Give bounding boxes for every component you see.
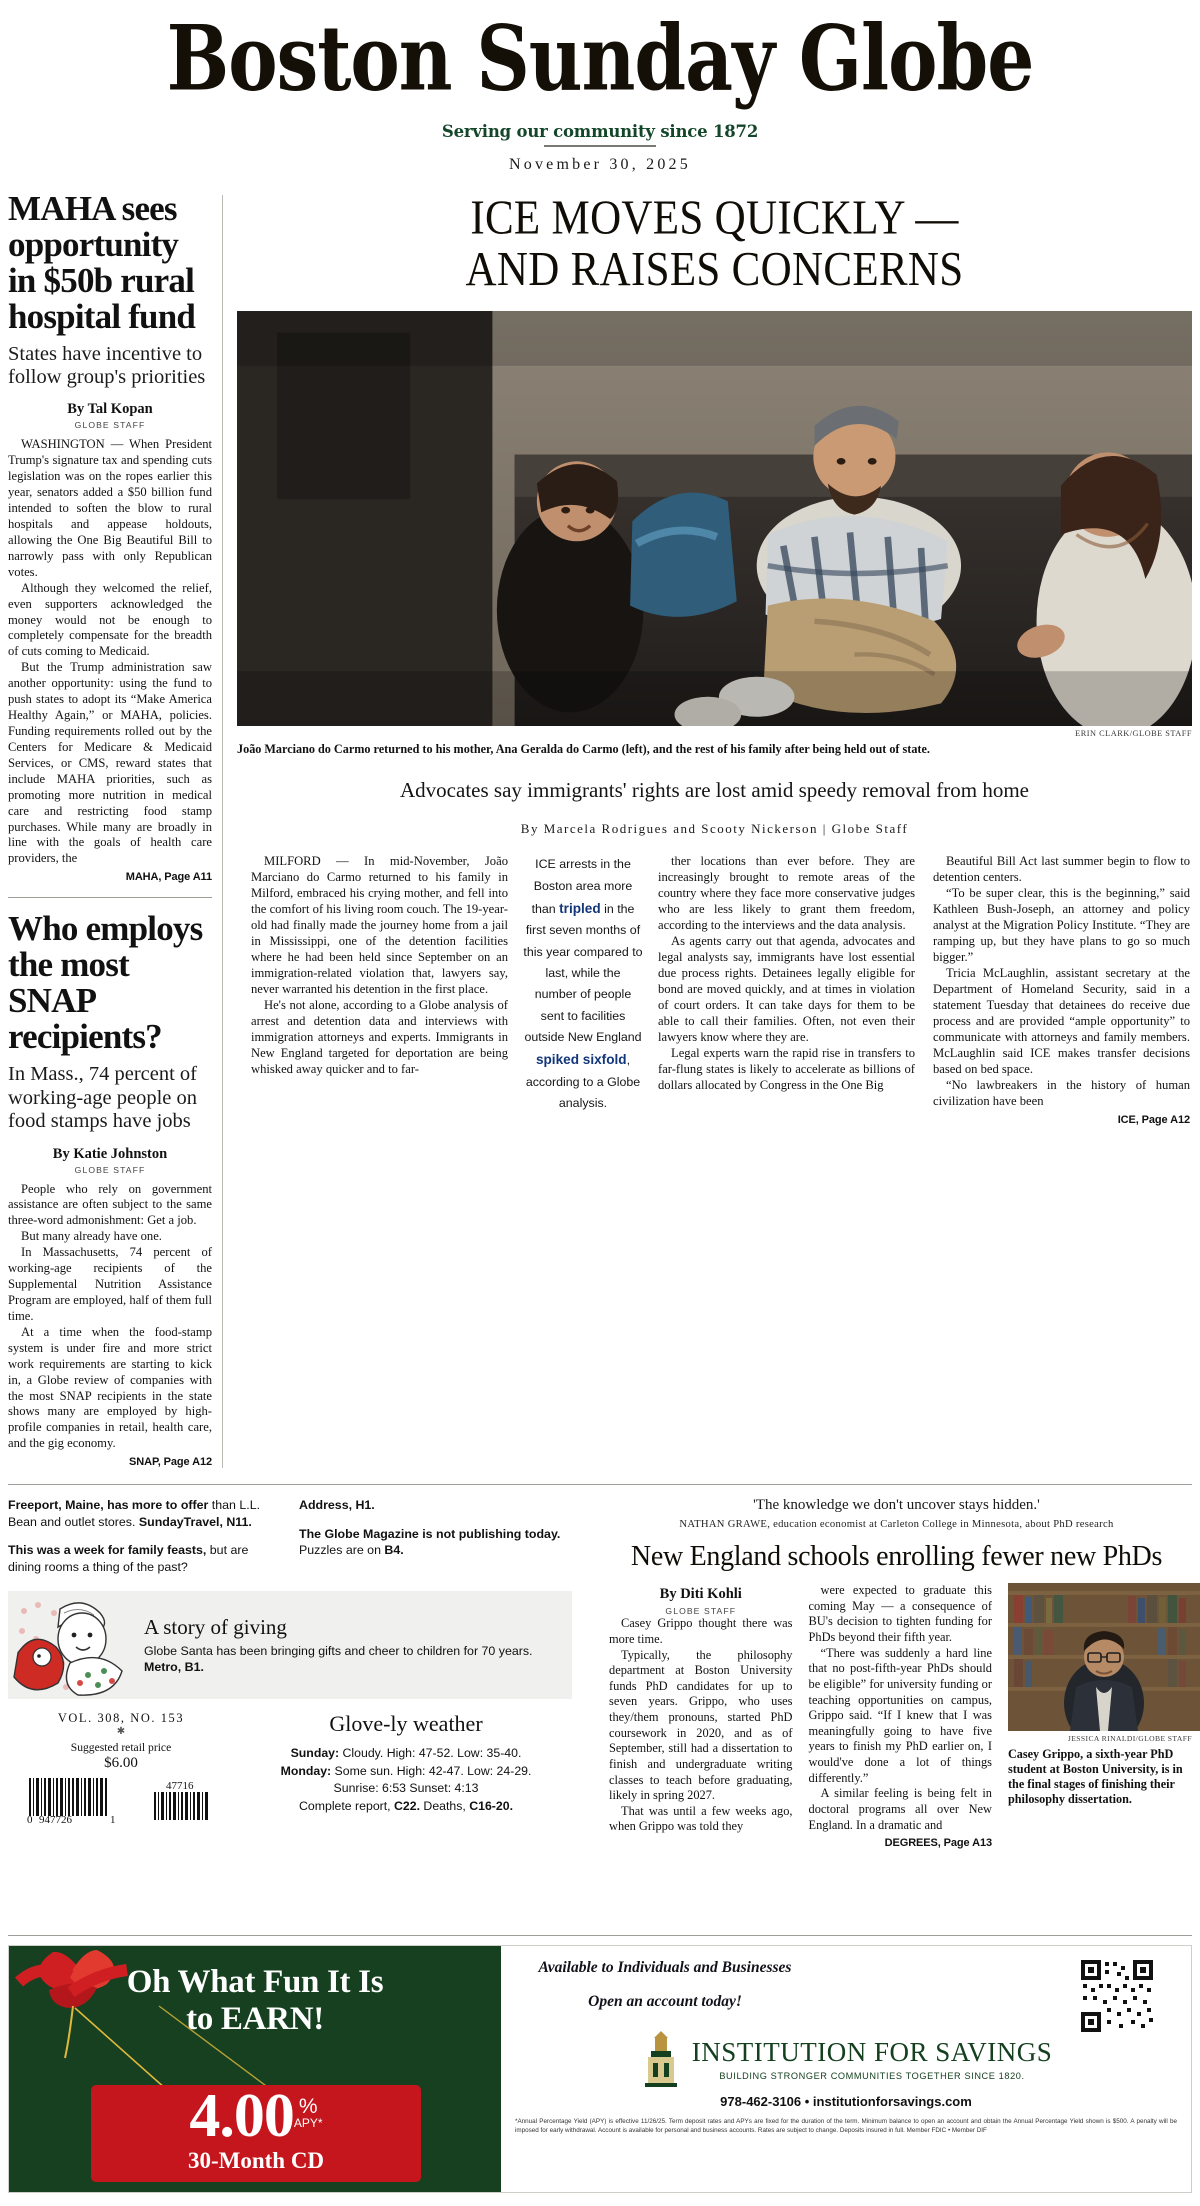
santa-title: A story of giving [144,1614,287,1639]
teaser-feasts-bold: This was a week for family feasts, [8,1543,207,1558]
left-column [8,188,222,1469]
top-content-grid [0,188,1200,1469]
ice-c1-p1: MILFORD — In mid-November, João Marciano do Carmo returned to his family in Milford, embraced his crying mother, and fell into the comfort of his living room couch. The 19-year-old had finally made the journey home from a jail in Mississippi, one of the detention facilities where he had been held since September on an immigration-related violation that, lawyers say, never warranted his detention in the first place. [251,854,508,997]
ad-body[interactable] [8,1945,1192,2193]
ad-disclaimer: *Annual Percentage Yield (APY) is effective 11/26/25. Term deposit rates and APYs are fixed for the duration of the term. Minimum balance to open an account and obtain the Annual Percentage Yield shown is $500. A penalty will be imposed for early withdrawal. Account is available for personal and business accounts. Rates are subject to change. Deposits insured in full. Member FDIC • Member DIF [515,2118,1177,2135]
retail-price-label: Suggested retail price [70,1741,172,1755]
maha-subhead: States have incentive to follow group's priorities [8,342,206,389]
phd-p4: were expected to graduate this coming May — a consequence of BU's decision to tighten funding for PhDs beyond their fifth year. [808,1583,992,1645]
barcode [8,1778,234,1824]
maha-jump-link[interactable]: MAHA, Page A11 [125,871,212,884]
ad-bank-tagline: BUILDING STRONGER COMMUNITIES TOGETHER SINCE 1820. [719,2071,1025,2082]
ad-rate-badge [91,2082,421,2182]
ad-open-account: Open an account today! [588,1993,742,2011]
ice-column-3 [649,854,924,1128]
ice-c4-p2: “To be super clear, this is the beginning,” said Kathleen Bush-Joseph, an attorney and policy analyst at the Migration Policy Institute. “They are ramping up, but they have plans to go so much bigger.” [933,886,1190,965]
weather-sunday-value: Cloudy. High: 47-52. Low: 35-40. [339,1746,522,1761]
weather-monday-value: Some sun. High: 42-47. Low: 24-29. [331,1763,532,1778]
phd-p3: That was until a few weeks ago, when Grippo was told they [609,1803,793,1834]
weather-monday-label: Monday: [280,1763,332,1778]
maha-body [8,437,212,867]
svg-text:1: 1 [109,1814,115,1825]
phd-body-grid [601,1583,1192,1851]
ice-pullquote [517,854,649,1128]
weather-monday [240,1763,572,1780]
teaser-travel-rest: than L.L. Bean and outlet stores. [8,1498,261,1529]
ice-byline: By Marcela Rodrigues and Scooty Nickerson | Globe Staff [520,821,909,837]
snap-subhead: In Mass., 74 percent of working-age people on food stamps have jobs [8,1063,198,1133]
santa-ref: Metro, B1. [144,1660,204,1675]
left-column-divider [8,897,212,898]
snap-jump-link[interactable]: SNAP, Page A12 [129,1456,212,1469]
volume-box [8,1711,234,1824]
svg-text:947726: 947726 [38,1814,72,1825]
lead-photo-credit: ERIN CLARK/GLOBE STAFF [1075,729,1192,739]
snap-byline-org: GLOBE STAFF [74,1164,146,1175]
ad-right-panel [501,1946,1191,2192]
phd-jump-link[interactable]: DEGREES, Page A13 [884,1837,992,1850]
ice-c4-p3: Tricia McLaughlin, assistant secretary at the Department of Homeland Security, said in a statement Tuesday that detainees do receive due process and are provided “ample opportunity” to communicate with attorneys and family members. McLaughlin said ICE makes transfer decisions based on bed space. [933,966,1190,1077]
weather-sunday-label: Sunday: [290,1746,340,1761]
svg-text:47716: 47716 [165,1780,193,1793]
deaths-page[interactable]: C16-20. [469,1798,513,1813]
phd-column-2 [801,1583,1001,1851]
story-maha[interactable] [8,188,212,884]
ad-apy-block [293,2095,323,2131]
teaser-travel[interactable] [8,1497,281,1530]
ad-headline [9,1964,501,2038]
teaser-column-1 [8,1497,281,1587]
weather-sun-times: Sunrise: 6:53 Sunset: 4:13 [333,1781,479,1796]
volume-star: ✱ [116,1726,126,1738]
phd-photo-block [1000,1583,1192,1851]
lead-photo-caption: João Marciano do Carmo returned to his mother, Ana Geralda do Carmo (left), and the rest of his family after being held out of state. [237,742,930,757]
lead-photo [237,311,1192,726]
teaser-magazine-rest: Puzzles are on [299,1543,385,1558]
ad-divider [8,1935,1192,1936]
weather-report-page[interactable]: C22. [394,1798,421,1813]
phd-p1: Casey Grippo thought there was more time. [609,1616,793,1646]
advertisement[interactable] [8,1935,1192,2193]
snap-p4: At a time when the food-stamp system is under fire and more strict work requirements are starting to kick in, a Globe review of companies with the most SNAP recipients in the state shows many are employed by high-profile companies in retail, health care, and the gig economy. [8,1324,212,1451]
ad-availability: Available to Individuals and Businesses [538,1959,792,1976]
ice-c3-p3: Legal experts warn the rapid rise in transfers to far-flung states is likely to accelerate as billions of dollars allocated by Congress in the One Big [658,1046,915,1093]
ad-left-panel [9,1946,501,2192]
ice-body-columns [237,854,1192,1128]
ice-c1-p2: He's not alone, according to a Globe analysis of arrest and detention data and interviews with immigration attorneys and experts. Immigrants in New England targeted for deportation are being whisked away quicker and to far- [251,998,508,1077]
masthead-tagline: Serving our community since 1872 [441,122,759,141]
teaser-column-2 [299,1497,572,1587]
phd-pullquote: 'The knowledge we don't uncover stays hidden.' [753,1497,1040,1514]
ice-column-1 [237,854,517,1128]
phd-photo-credit: JESSICA RINALDI/GLOBE STAFF [1067,1734,1192,1744]
masthead-divider [544,145,656,147]
maha-p3: But the Trump administration saw another opportunity: using the fund to push states to adopt its “Make America Healthy Again,” or MAHA, policies. Funding requirements rolled out by the Centers for Medicare & Medicaid Services, or CMS, reward states that include MAHA priorities, such as promoting more nutrition in medical care and restricting food stamp purchases. While many are broadly in line with the goals of health care providers, the [8,660,212,866]
maha-headline: MAHA sees opportunity in $50b rural hospital fund [8,188,196,336]
ice-headline-line1: ICE MOVES QUICKLY — [470,191,959,245]
ad-term: 30-Month CD [187,2148,325,2173]
ad-rate-value: 4.00 [189,2082,294,2151]
teaser-feasts-rest: but are dining rooms a thing of the past? [8,1543,249,1574]
maha-byline-org: GLOBE STAFF [74,420,146,431]
ice-headline-line2: AND RAISES CONCERNS [465,243,964,297]
story-snap[interactable] [8,911,212,1468]
ad-apy-label: APY* [293,2116,323,2131]
pullquote-emphasis-2: spiked sixfold [535,1052,627,1068]
ad-headline-line1: Oh What Fun It Is [126,1964,384,2000]
phd-p6: A similar feeling is being felt in doctoral programs all over New England. In a dramatic and [808,1786,992,1832]
santa-illustration [8,1591,138,1699]
santa-text [138,1615,560,1676]
ice-c3-p1: ther locations than ever before. They are increasingly brought to remote areas of the country where they face more conservative judges who are less likely to grant them freedom, according to the interviews and the data analysis. [658,854,915,933]
snap-headline: Who employs the most SNAP recipients? [8,909,203,1057]
ad-rate-block [91,2082,421,2182]
teaser-row [8,1497,572,1587]
pullquote-post: , according to a Globe analysis. [525,1053,641,1111]
issue-date: November 30, 2025 [509,155,691,173]
qr-code[interactable] [1079,1958,1155,2034]
volume-number: VOL. 308, NO. 153 [57,1711,185,1726]
ad-percent-sign: % [298,2095,318,2119]
weather-report-refs [240,1798,572,1815]
teaser-magazine-bold: The Globe Magazine is not publishing today. [299,1526,561,1541]
masthead [0,0,1200,174]
nameplate: Boston Sunday Globe [166,6,1034,112]
weather-sunday [240,1745,572,1762]
ad-headline-line2: to EARN! [186,2000,324,2037]
santa-body [144,1643,560,1676]
teaser-magazine[interactable] [299,1526,572,1559]
pullquote-pre: ICE arrests in the Boston area more than [531,857,633,917]
weather-box [234,1711,572,1824]
ice-c4-p4: “No lawbreakers in the history of human civilization have been [933,1078,1190,1109]
phd-byline: By Diti Kohli [659,1586,742,1603]
maha-byline: By Tal Kopan [67,401,153,418]
phd-quote-attribution: NATHAN GRAWE, education economist at Carleton College in Minnesota, about PhD research [679,1519,1114,1531]
ad-bank-identity [515,2031,1177,2087]
svg-text:0: 0 [26,1814,32,1825]
ice-c4-p1: Beautiful Bill Act last summer begin to flow to detention centers. [933,854,1190,885]
phd-column-1 [601,1583,801,1851]
main-column [223,191,1192,1469]
snap-p1: People who rely on government assistance are often subject to the same three-word admonishment: Get a job. [8,1181,212,1228]
teaser-travel-bold: Freeport, Maine, has more to offer [8,1498,209,1513]
teaser-magazine-ref: B4. [384,1543,404,1558]
ice-c3-p2: As agents carry out that agenda, advocates and legal analysts say, immigrants have lost essential due process rights. Detainees legally eligible for bond are moved quickly, and at times in violation of court orders. It can take days for them to be able to call their families. Often, not even their lawyers know where they are. [658,934,915,1045]
weather-title: Glove-ly weather [329,1711,483,1737]
volume-weather-row [8,1711,572,1824]
ad-bank-name: INSTITUTION FOR SAVINGS [691,2037,1053,2068]
maha-p2: Although they welcomed the relief, even supporters acknowledged the money would not be enough to completely compensate for the breadth of cuts coming to Medicaid. [8,580,212,659]
santa-description: Globe Santa has been bringing gifts and cheer to children for 70 years. [144,1643,533,1658]
ice-deck: Advocates say immigrants' rights are lost amid speedy removal from home [400,778,1029,803]
teaser-address-ref: Address, H1. [299,1498,375,1513]
bank-tower-icon [640,2031,682,2087]
pullquote-mid: in the first seven months of this year compared to last, while the number of people sent to facilities outside New England [523,902,643,1045]
ice-column-4 [924,854,1192,1128]
weather-report-mid: Deaths, [420,1798,470,1813]
ice-headline [237,193,1192,297]
phd-headline: New England schools enrolling fewer new PhDs [630,1541,1163,1573]
globe-santa-promo[interactable] [8,1591,572,1699]
phd-p2: Typically, the philosophy department at Boston University funds PhD candidates for up to seven years. Grippo, who uses they/them pronouns, started PhD coursework in 2020, and as of September, still had a dissertation to finish and undergraduate writing classes to teach before graduating, likely in spring 2027. [609,1647,793,1803]
teaser-feasts[interactable] [8,1542,281,1575]
lower-section [0,1497,1200,1851]
maha-p1: WASHINGTON — When President Trump's signature tax and spending cuts legislation was on the ropes earlier this year, senators added a $50 billion fund intended to soften the blow to rural hospitals and appease holdouts, allowing the One Big Beautiful Bill to narrowly pass with only Republican votes. [8,437,212,579]
phd-p5: “There was suddenly a hard line that no post-fifth-year PhDs should be eligible” for university funding or teaching opportunities on campus, Grippo said. “If I knew that I was meaningfully going to have five years to finish my PhD earlier on, I would've done a lot of things differently.” [808,1645,992,1785]
phd-photo-caption: Casey Grippo, a sixth-year PhD student at Boston University, is in the final stages of finishing their philosophy dissertation. [1008,1747,1183,1806]
teaser-address[interactable] [299,1497,572,1514]
snap-p3: In Massachusetts, 74 percent of working-age recipients of the Supplemental Nutrition Assistance Program are employed, half of them full time. [8,1245,212,1323]
weather-report-pre: Complete report, [299,1798,395,1813]
ad-contact[interactable]: 978-462-3106 • institutionforsavings.com [720,2094,972,2110]
lower-section-divider [8,1484,1192,1485]
snap-byline: By Katie Johnston [52,1145,168,1162]
lower-right-column [586,1497,1192,1851]
snap-body [8,1182,212,1453]
phd-byline-org: GLOBE STAFF [665,1605,737,1616]
retail-price: $6.00 [104,1755,138,1772]
ice-jump-link[interactable]: ICE, Page A12 [1117,1114,1190,1127]
teaser-travel-ref: SundayTravel, N11. [138,1514,252,1529]
snap-p2: But many already have one. [21,1229,162,1244]
phd-photo [1008,1583,1200,1731]
pullquote-emphasis-1: tripled [559,901,601,917]
lower-left-column [8,1497,586,1851]
